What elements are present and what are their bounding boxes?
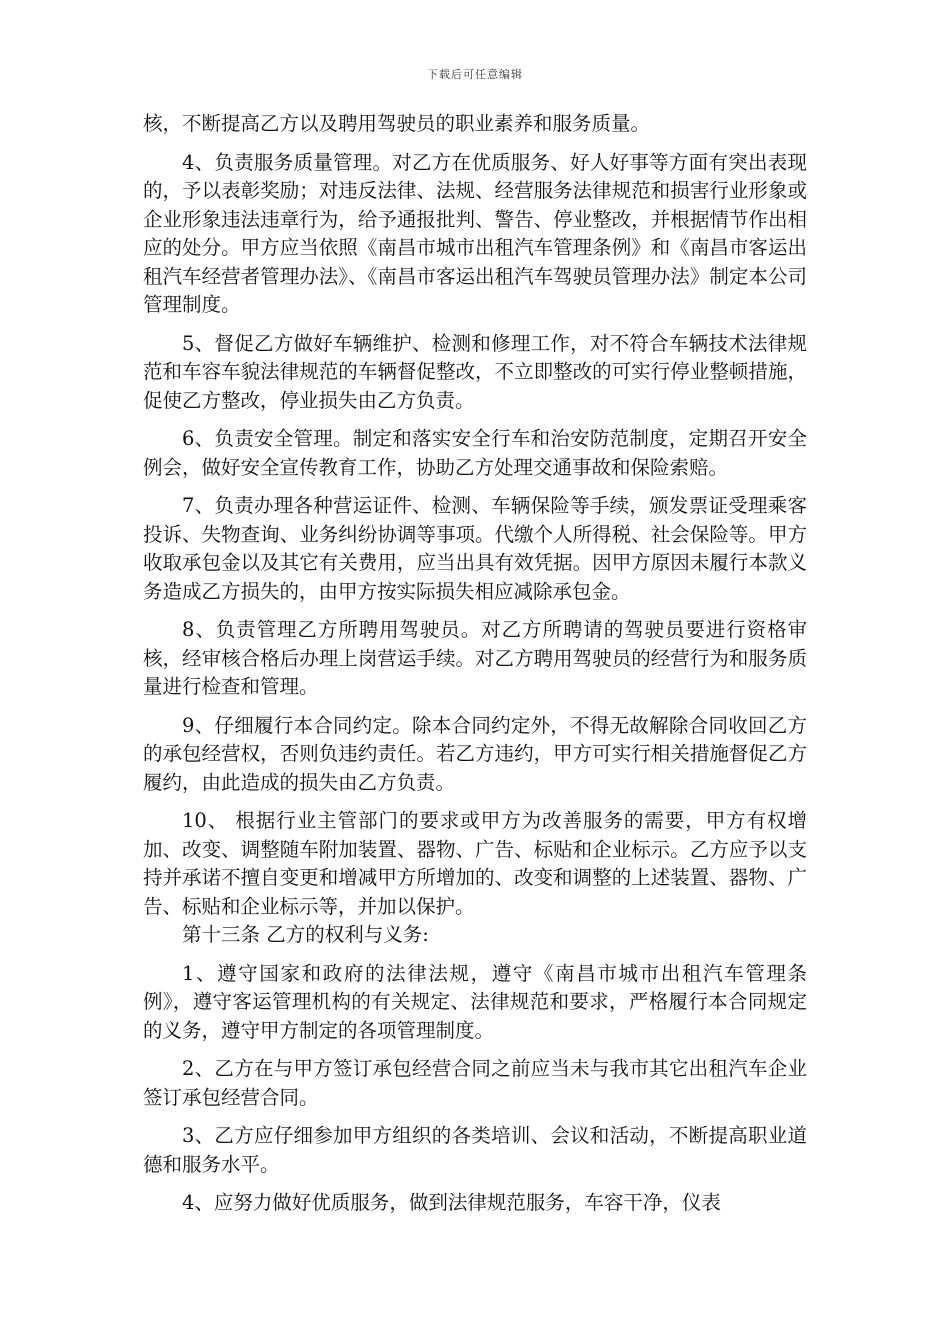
paragraph-item-6: 6、负责安全管理。制定和落实安全行车和治安防范制度，定期召开安全例会，做好安全宣传教育工作，协助乙方处理交通事故和保险索赔。 — [143, 427, 807, 479]
paragraph-item-10: 10、 根据行业主管部门的要求或甲方为改善服务的需要，甲方有权增加、改变、调整随车附加装置、器物、广告、标贴和企业标示。乙方应予以支持并承诺不擅自变更和增减甲方所增加的、改变和调整的上述装置、器物、广告、标贴和企业标示等，并加以保护。 — [143, 809, 807, 918]
paragraph-item-4: 4、负责服务质量管理。对乙方在优质服务、好人好事等方面有突出表现的，予以表彰奖励；对违反法律、法规、经营服务法律规范和损害行业形象或企业形象违法违章行为，给予通报批判、警告、停业整改，并根据情节作出相应的处分。甲方应当依照《南昌市城市出租汽车管理条例》和《南昌市客运出租汽车经营者管理办法》、《南昌市客运出租汽车驾驶员管理办法》制定本公司管理制度。 — [143, 150, 807, 316]
article-13-heading: 第十三条 乙方的权利与义务: — [182, 923, 429, 946]
paragraph-b-item-3: 3、乙方应仔细参加甲方组织的各类培训、会议和活动，不断提高职业道德和服务水平。 — [143, 1124, 807, 1176]
paragraph-item-5: 5、督促乙方做好车辆维护、检测和修理工作，对不符合车辆技术法律规范和车容车貌法律规范的车辆督促整改，不立即整改的可实行停业整顿措施，促使乙方整改，停业损失由乙方负责。 — [143, 331, 807, 412]
paragraph-continuation: 核，不断提高乙方以及聘用驾驶员的职业素养和服务质量。 — [143, 112, 651, 135]
paragraph-b-item-2: 2、乙方在与甲方签订承包经营合同之前应当未与我市其它出租汽车企业签订承包经营合同。 — [143, 1057, 807, 1109]
paragraph-item-9: 9、仔细履行本合同约定。除本合同约定外，不得无故解除合同收回乙方的承包经营权，否则负违约责任。若乙方违约，甲方可实行相关措施督促乙方履约，由此造成的损失由乙方负责。 — [143, 713, 807, 794]
page-header: 下载后可任意编辑 — [427, 68, 523, 81]
paragraph-item-8: 8、负责管理乙方所聘用驾驶员。对乙方所聘请的驾驶员要进行资格审核，经审核合格后办理上岗营运手续。对乙方聘用驾驶员的经营行为和服务质量进行检查和管理。 — [143, 618, 807, 698]
paragraph-b-item-4: 4、应努力做好优质服务，做到法律规范服务，车容干净，仪表 — [182, 1191, 721, 1214]
document-body — [143, 110, 807, 1228]
paragraph-b-item-1: 1、遵守国家和政府的法律法规，遵守《南昌市城市出租汽车管理条例》，遵守客运管理机构的有关规定、法律规范和要求，严格履行本合同规定的义务，遵守甲方制定的各项管理制度。 — [143, 961, 807, 1042]
paragraph-item-7: 7、负责办理各种营运证件、检测、车辆保险等手续，颁发票证受理乘客投诉、失物查询、业务纠纷协调等事项。代缴个人所得税、社会保险等。甲方收取承包金以及其它有关费用，应当出具有效凭据。因甲方原因未履行本款义务造成乙方损失的，由甲方按实际损失相应减除承包金。 — [143, 494, 807, 603]
